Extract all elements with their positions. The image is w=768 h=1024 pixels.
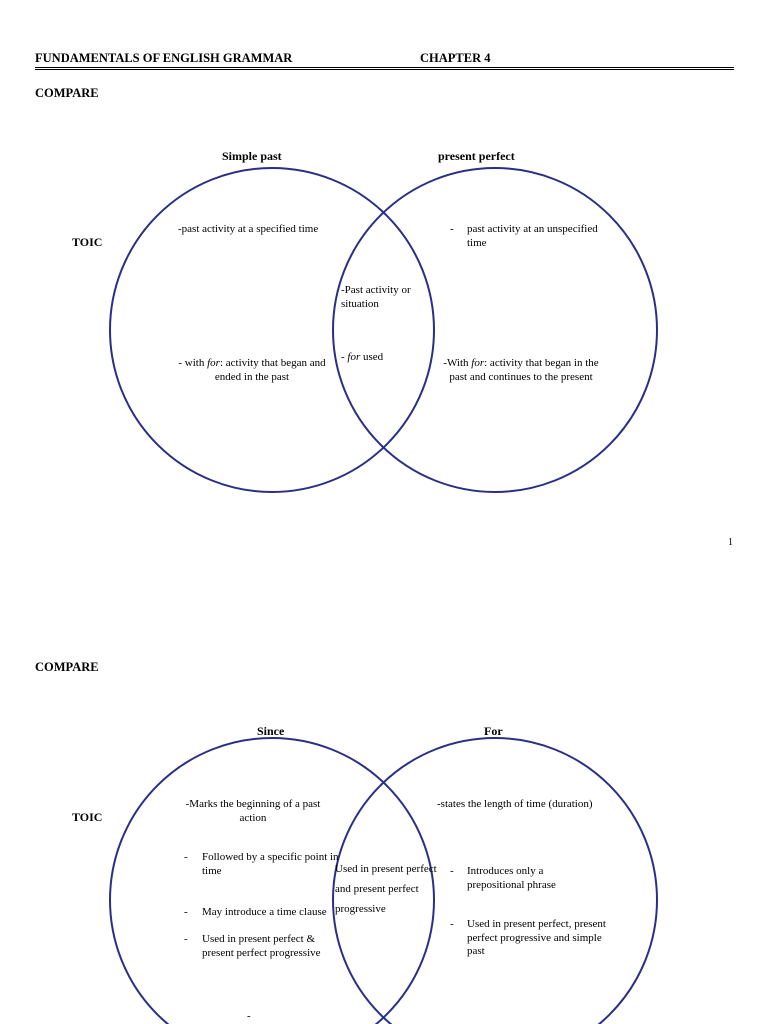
diagram2-right-item2: Introduces only a prepositional phrase [467,865,556,891]
diagram1-right-bullet: - [450,223,454,235]
diagram1-right-title: present perfect [438,149,515,163]
diagram1-right-circle [333,168,657,492]
diagram1-left-item2: - with for: activity that began and ended in the past [178,357,326,383]
diagram1-center-item1: -Past activity or situation [341,284,411,310]
diagram2-heading: COMPARE [35,660,99,674]
diagram2-right-item3: Used in present perfect, present perfect progressive and simple past [467,918,606,957]
diagram2-left-item4: Used in present perfect & present perfect progressive [202,933,321,959]
diagram1-heading: COMPARE [35,86,99,100]
diagram2-right-item1: -states the length of time (duration) [437,798,593,810]
diagram2-left-item1: -Marks the beginning of a past action [185,798,321,824]
diagram1-right-item1: past activity at an unspecified time [467,223,598,249]
diagram2-left-bullet4: - [184,933,188,945]
diagram1-left-title: Simple past [222,149,282,163]
diagram1-center-item2: - for used [341,351,384,363]
diagram2-right-title: For [484,724,503,738]
diagram2-right-bullet3: - [450,918,454,930]
diagram1-right-item2: -With for: activity that began in the past and continues to the present [443,357,599,383]
diagram2-center-text: Used in present perfect and present perfect progressive [335,863,437,915]
diagram1-side-label: TOIC [72,235,103,249]
book-title: FUNDAMENTALS OF ENGLISH GRAMMAR [35,51,293,65]
page-number: 1 [728,537,733,548]
diagram1-left-item1: -past activity at a specified time [178,223,319,235]
diagram2-left-bullet2: - [184,851,188,863]
diagram2-partial-bullet: - [247,1010,251,1022]
diagram2-left-bullet3: - [184,906,188,918]
diagram2-right-bullet2: - [450,865,454,877]
diagram2-left-item3: May introduce a time clause [202,906,327,918]
chapter-label: CHAPTER 4 [420,51,491,65]
diagram2-left-item2: Followed by a specific point in time [202,851,339,877]
diagram2-left-title: Since [257,724,285,738]
diagram2-side-label: TOIC [72,810,103,824]
diagram1-left-circle [110,168,434,492]
